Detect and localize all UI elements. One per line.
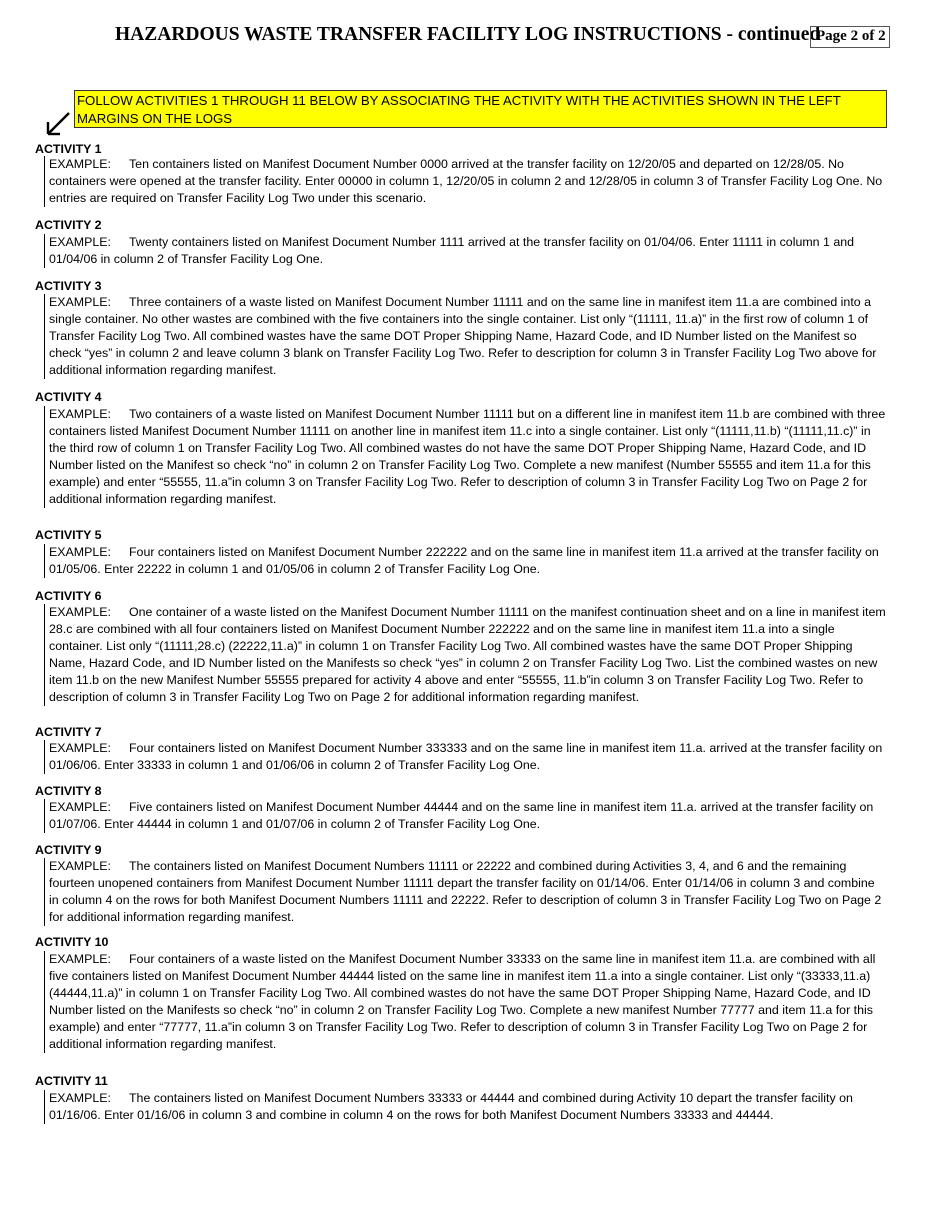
activity-example xyxy=(44,799,886,833)
activity-example xyxy=(44,604,886,706)
activity-example xyxy=(44,544,886,578)
activity-example xyxy=(44,858,886,926)
example-label: EXAMPLE: xyxy=(49,157,111,171)
example-label: EXAMPLE: xyxy=(49,1091,111,1105)
example-label: EXAMPLE: xyxy=(49,859,111,873)
activity-example xyxy=(44,406,886,508)
example-text: Four containers listed on Manifest Document Number 333333 and on the same line in manifest item 11.a. arrived at the transfer facility on 01/06/06. Enter 33333 in column 1 and 01/06/06 in column 2 of Transfer Facility Log One. xyxy=(49,741,883,772)
example-label: EXAMPLE: xyxy=(49,741,111,755)
activity-heading: ACTIVITY 5 xyxy=(35,528,102,542)
example-label: EXAMPLE: xyxy=(49,235,111,249)
activity-example xyxy=(44,1090,886,1124)
instructions-banner: FOLLOW ACTIVITIES 1 THROUGH 11 BELOW BY ASSOCIATING THE ACTIVITY WITH THE ACTIVITIES SHOWN IN THE LEFT MARGINS ON THE LOGS xyxy=(74,90,887,128)
activity-heading: ACTIVITY 3 xyxy=(35,279,102,293)
activity-heading: ACTIVITY 10 xyxy=(35,935,109,949)
example-text: Five containers listed on Manifest Document Number 44444 and on the same line in manifest item 11.a. arrived at the transfer facility on 01/07/06. Enter 44444 in column 1 and 01/07/06 in column 2 of Transfer Facility Log One. xyxy=(49,800,874,831)
example-label: EXAMPLE: xyxy=(49,952,111,966)
example-text: The containers listed on Manifest Document Numbers 11111 or 22222 and combined during Activities 3, 4, and 6 and the remaining fourteen unopened containers from Manifest Document Number 11111 depart the transfer facility on 01/14/06. Enter 01/14/06 in column 3 and combine in column 4 on the rows for both Manifest Document Numbers 11111 and 22222. Refer to description of column 3 in Transfer Facility Log Two on Page 2 for additional information regarding manifest. xyxy=(49,859,882,924)
activity-example xyxy=(44,951,886,1053)
activity-heading: ACTIVITY 9 xyxy=(35,843,102,857)
example-text: Twenty containers listed on Manifest Document Number 1111 arrived at the transfer facility on 01/04/06. Enter 11111 in column 1 and 01/04/06 in column 2 of Transfer Facility Log One. xyxy=(49,235,854,266)
example-label: EXAMPLE: xyxy=(49,295,111,309)
example-label: EXAMPLE: xyxy=(49,800,111,814)
example-label: EXAMPLE: xyxy=(49,545,111,559)
example-label: EXAMPLE: xyxy=(49,605,111,619)
activity-example xyxy=(44,156,886,207)
example-label: EXAMPLE: xyxy=(49,407,111,421)
activity-heading: ACTIVITY 7 xyxy=(35,725,102,739)
activity-heading: ACTIVITY 1 xyxy=(35,142,102,156)
page-number-box: Page 2 of 2 xyxy=(810,26,890,48)
activity-heading: ACTIVITY 4 xyxy=(35,390,102,404)
activity-example xyxy=(44,234,886,268)
example-text: Four containers listed on Manifest Document Number 222222 and on the same line in manifest item 11.a arrived at the transfer facility on 01/05/06. Enter 22222 in column 1 and 01/05/06 in column 2 of Transfer Facility Log One. xyxy=(49,545,879,576)
example-text: Ten containers listed on Manifest Document Number 0000 arrived at the transfer facility on 12/20/05 and departed on 12/28/05. No containers were opened at the transfer facility. Enter 00000 in column 1, 12/20/05 in column 2 and 12/28/05 in column 3 of Transfer Facility Log One. No entries are required on Transfer Facility Log Two under this scenario. xyxy=(49,157,883,205)
activity-heading: ACTIVITY 2 xyxy=(35,218,102,232)
arrow-down-left-icon xyxy=(44,110,72,138)
activity-example xyxy=(44,294,886,379)
activity-heading: ACTIVITY 11 xyxy=(35,1074,108,1088)
activity-heading: ACTIVITY 6 xyxy=(35,589,102,603)
example-text: The containers listed on Manifest Document Numbers 33333 or 44444 and combined during Activity 10 depart the transfer facility on 01/16/06. Enter 01/16/06 in column 3 and combine in column 4 on the rows for both Manifest Document Numbers 33333 and 44444. xyxy=(49,1091,853,1122)
example-text: Four containers of a waste listed on the Manifest Document Number 33333 on the same line in manifest item 11.a. are combined with all five containers listed on Manifest Document Number 44444 listed on the same line in manifest item 11.a into a single container. List only “(33333,11.a) (44444,11.a)” in column 1 on Transfer Facility Log Two. All combined wastes do not have the same DOT Proper Shipping Name, Hazard Code, and ID Number listed on the Manifests so check “no” in column 2 on Transfer Facility Log Two. Complete a new manifest Number 77777 and item 11.a for this example) and enter “77777, 11.a”in column 3 on Transfer Facility Log Two. Refer to description of column 3 in Transfer Facility Log Two on Page 2 for additional information regarding manifest. xyxy=(49,952,876,1051)
activity-example xyxy=(44,740,886,774)
example-text: Three containers of a waste listed on Manifest Document Number 11111 and on the same line in manifest item 11.a are combined into a single container. No other wastes are combined with the five containers into the single container. List only “(11111, 11.a)” in the first row of column 1 of Transfer Facility Log Two. All combined wastes have the same DOT Proper Shipping Name, Hazard Code, and ID Number listed on the Manifest so check “yes” in column 2 and leave column 3 blank on Transfer Facility Log Two. Refer to description for column 3 in Transfer Facility Log Two above for additional information regarding manifest. xyxy=(49,295,877,377)
page-title: HAZARDOUS WASTE TRANSFER FACILITY LOG INSTRUCTIONS - continued xyxy=(115,24,821,45)
example-text: Two containers of a waste listed on Manifest Document Number 11111 but on a different line in manifest item 11.b are combined with three containers listed Manifest Document Number 11111 on another line in manifest item 11.c into a single container. List only “(11111,11.b) “(11111,11.c)” in the third row of column 1 on Transfer Facility Log Two. All combined wastes do not have the same DOT Proper Shipping Name, Hazard Code, and ID Number listed on the Manifest so check “no” in column 2 on Transfer Facility Log Two. Complete a new manifest (Number 55555 and item 11.a for this example) and enter “55555, 11.a”in column 3 on Transfer Facility Log Two. Refer to description of column 3 in Transfer Facility Log Two on Page 2 for additional information regarding manifest. xyxy=(49,407,886,506)
example-text: One container of a waste listed on the Manifest Document Number 11111 on the manifest continuation sheet and on a line in manifest item 28.c are combined with all four containers listed on Manifest Document Number 222222 and on the same line in manifest item 11.a into a single container. List only “(11111,28.c) (22222,11.a)” in column 1 on Transfer Facility Log Two. All combined wastes have the same DOT Proper Shipping Name, Hazard Code, and ID Number listed on the Manifests so check “yes” in column 2 on Transfer Facility Log Two. List the combined wastes on new item 11.b on the new Manifest Number 55555 prepared for activity 4 above and enter “55555, 11.b”in column 3 on Transfer Facility Log Two. Refer to description of column 3 in Transfer Facility Log Two on Page 2 for additional information regarding manifest. xyxy=(49,605,886,704)
activity-heading: ACTIVITY 8 xyxy=(35,784,102,798)
